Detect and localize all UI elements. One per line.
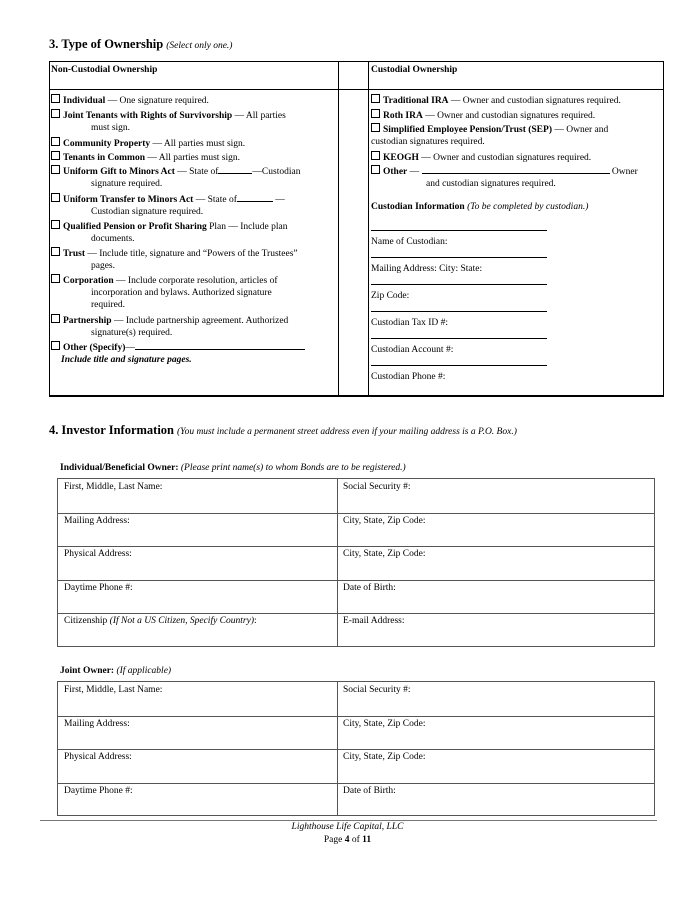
checkbox[interactable] [371,165,380,174]
joint-ssn-field[interactable]: Social Security #: [343,685,411,695]
individual-owner-heading: Individual/Beneficial Owner: (Please print name(s) to whom Bonds are to be registered.) [60,463,406,473]
ind-date-of-birth-field[interactable]: Date of Birth: [343,583,396,593]
joint-daytime-phone-field[interactable]: Daytime Phone #: [64,786,133,796]
joint-owner-heading: Joint Owner: (If applicable) [60,666,172,676]
ind-full-name-field[interactable]: First, Middle, Last Name: [64,482,163,492]
option-other-specify[interactable]: Other (Specify)— Include title and signature pages. [51,341,341,366]
checkbox[interactable] [51,109,60,118]
option-community-property[interactable]: Community Property — All parties must sign. [51,137,245,150]
checkbox[interactable] [51,165,60,174]
checkbox[interactable] [371,109,380,118]
checkbox[interactable] [371,123,380,132]
checkbox[interactable] [51,94,60,103]
page-number: Page 4 of 11 [323,835,372,845]
other-specify-blank[interactable] [135,349,305,350]
joint-mailing-city-field[interactable]: City, State, Zip Code: [343,719,426,729]
checkbox[interactable] [51,220,60,229]
checkbox[interactable] [51,247,60,256]
individual-owner-table [57,478,655,647]
option-sep[interactable]: Simplified Employee Pension/Trust (SEP) — Owner and custodian signatures required. [371,125,609,147]
state-blank[interactable] [237,201,273,202]
option-keogh[interactable]: KEOGH — Owner and custodian signatures required. [371,151,591,164]
checkbox[interactable] [51,151,60,160]
option-tenants-in-common[interactable]: Tenants in Common — All parties must sign. [51,151,240,164]
checkbox[interactable] [371,94,380,103]
custodial-other-blank[interactable] [422,173,610,174]
ind-physical-address-field[interactable]: Physical Address: [64,549,132,559]
checkbox[interactable] [51,341,60,350]
footer-company: Lighthouse Life Capital, LLC [291,822,404,832]
footer-divider [40,820,657,821]
option-partnership[interactable]: Partnership — Include partnership agreement. Authorized signature(s) required. [51,314,341,339]
checkbox[interactable] [51,137,60,146]
option-corporation[interactable]: Corporation — Include corporate resolution, articles of incorporation and bylaws. Authorized signature required. [51,274,341,311]
option-pension-plan[interactable]: Qualified Pension or Profit Sharing Plan — Include plan documents. [51,220,341,245]
joint-mailing-address-field[interactable]: Mailing Address: [64,719,130,729]
option-utma[interactable]: Uniform Transfer to Minors Act — State of — Custodian signature required. [51,193,341,218]
option-ugma[interactable]: Uniform Gift to Minors Act — State of —Custodian signature required. [51,165,341,190]
checkbox[interactable] [51,314,60,323]
checkbox[interactable] [51,193,60,202]
joint-owner-table [57,681,655,816]
checkbox[interactable] [371,151,380,160]
joint-physical-city-field[interactable]: City, State, Zip Code: [343,752,426,762]
joint-date-of-birth-field[interactable]: Date of Birth: [343,786,396,796]
option-roth-ira[interactable]: Roth IRA — Owner and custodian signatures required. [371,109,595,122]
joint-physical-address-field[interactable]: Physical Address: [64,752,132,762]
option-custodial-other[interactable]: Other — Owner and custodian signatures required. [371,165,661,190]
option-joint-tenants[interactable]: Joint Tenants with Rights of Survivorship — All parties must sign. [51,109,341,134]
section-3-title: 3. Type of Ownership (Select only one.) [49,37,233,51]
option-trust[interactable]: Trust — Include title, signature and “Powers of the Trustees” pages. [51,247,341,272]
checkbox[interactable] [51,274,60,283]
ind-email-field[interactable]: E-mail Address: [343,616,405,626]
non-custodial-header: Non-Custodial Ownership [51,65,158,75]
section-4-title: 4. Investor Information (You must include a permanent street address even if your mailing address is a P.O. Box.) [49,423,517,437]
custodian-information-heading: Custodian Information (To be completed by custodian.) [371,202,589,212]
ind-citizenship-field[interactable]: Citizenship (If Not a US Citizen, Specify Country): [64,616,257,626]
ind-mailing-address-field[interactable]: Mailing Address: [64,516,130,526]
joint-full-name-field[interactable]: First, Middle, Last Name: [64,685,163,695]
option-individual[interactable]: Individual — One signature required. [51,94,209,107]
custodial-header: Custodial Ownership [371,65,458,75]
ind-daytime-phone-field[interactable]: Daytime Phone #: [64,583,133,593]
option-traditional-ira[interactable]: Traditional IRA — Owner and custodian signatures required. [371,94,621,107]
ind-ssn-field[interactable]: Social Security #: [343,482,411,492]
state-blank[interactable] [218,173,252,174]
ind-mailing-city-field[interactable]: City, State, Zip Code: [343,516,426,526]
ind-physical-city-field[interactable]: City, State, Zip Code: [343,549,426,559]
